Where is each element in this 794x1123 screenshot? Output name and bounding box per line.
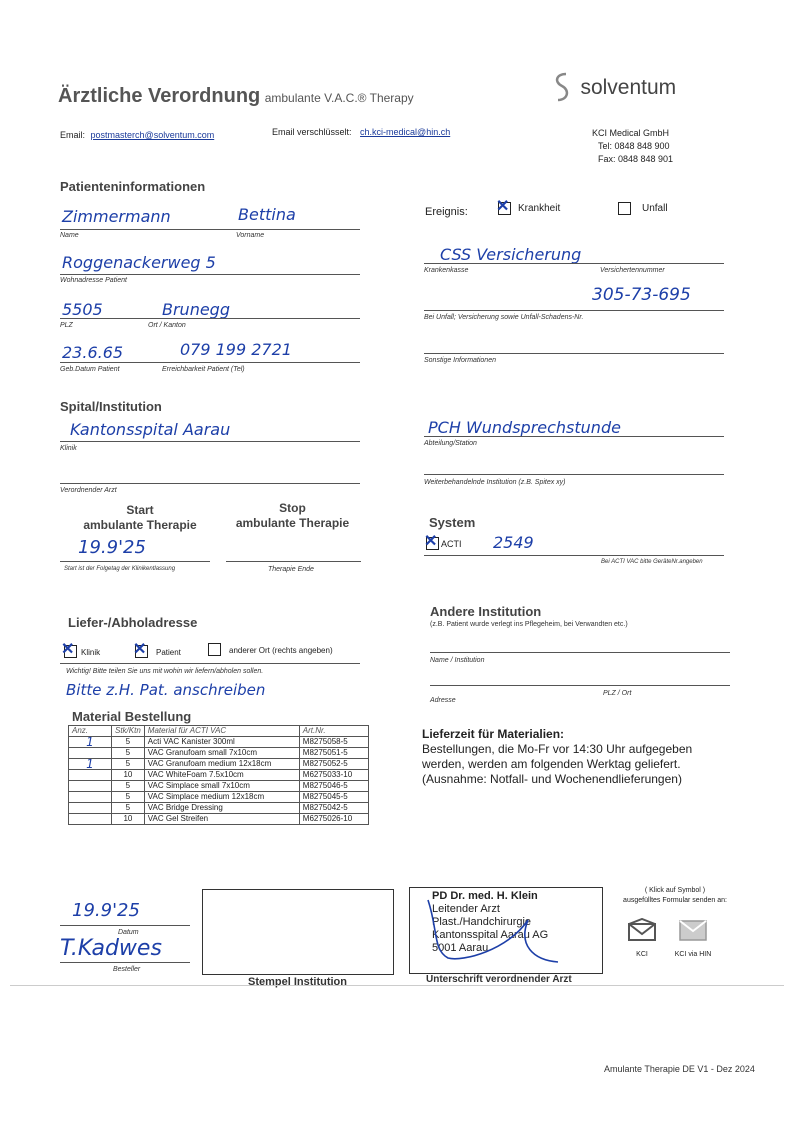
- ende-label: Therapie Ende: [268, 566, 314, 573]
- row-mat: VAC Granufoam small 7x10cm: [144, 748, 299, 759]
- solventum-logo-icon: [548, 70, 576, 106]
- footer-divider: [10, 985, 784, 986]
- row-stk: 5: [112, 803, 145, 814]
- lieferzeit-text-1: Bestellungen, die Mo-Fr vor 14:30 Uhr aufgegeben: [422, 742, 693, 756]
- dob-label: Geb.Datum Patient: [60, 366, 120, 373]
- email-label: Email:: [60, 130, 86, 140]
- row-anz[interactable]: [69, 770, 112, 781]
- send-kci-hin-button[interactable]: [672, 918, 714, 958]
- lieferzeit-title: Lieferzeit für Materialien:: [422, 727, 565, 741]
- hin-envelope-icon: [678, 918, 708, 942]
- table-row: [69, 814, 369, 825]
- row-mat: VAC Simplace medium 12x18cm: [144, 792, 299, 803]
- start-line1: Start: [126, 503, 154, 517]
- row-anz[interactable]: 1: [69, 759, 112, 770]
- email-enc-label: Email verschlüsselt:: [272, 127, 352, 137]
- stamp-line-2: Leitender Arzt: [432, 903, 500, 915]
- row-art: M6275033-10: [299, 770, 368, 781]
- row-mat: VAC WhiteFoam 7.5x10cm: [144, 770, 299, 781]
- ende-line: [226, 561, 361, 562]
- envelope-icon: [627, 918, 657, 942]
- company-fax: Fax: 0848 848 901: [598, 154, 674, 164]
- krankenkasse-value[interactable]: CSS Versicherung: [440, 245, 582, 264]
- krankenkasse-line: [424, 263, 724, 264]
- abteilung-label: Abteilung/Station: [424, 440, 477, 447]
- lieferzeit-text-2: werden, werden am folgenden Werktag geliefert.: [422, 757, 681, 771]
- address-value[interactable]: Roggenackerweg 5: [62, 253, 216, 272]
- company-name: KCI Medical GmbH: [592, 128, 670, 138]
- row-art: M8275042-5: [299, 803, 368, 814]
- liefer-wichtig: Wichtig! Bitte teilen Sie uns mit wohin wir liefern/abholen sollen.: [66, 668, 264, 675]
- acti-device-value[interactable]: 2549: [493, 533, 534, 552]
- sonstige-line: [424, 353, 724, 354]
- section-patient-title: Patienteninformationen: [60, 179, 206, 194]
- row-anz[interactable]: [69, 814, 112, 825]
- arzt-signature-icon: [418, 890, 598, 970]
- row-anz[interactable]: [69, 803, 112, 814]
- row-anz[interactable]: 1: [69, 737, 112, 748]
- krankheit-label: Krankheit: [518, 203, 561, 214]
- start-label: Start ist der Folgetag der Klinikentlassung: [64, 566, 176, 572]
- patient-name-value[interactable]: Zimmermann: [62, 207, 171, 226]
- versichertennummer-label: Versichertennummer: [600, 267, 665, 274]
- liefer-line: [60, 663, 360, 664]
- besteller-line: [60, 962, 190, 963]
- row-mat: VAC Gel Streifen: [144, 814, 299, 825]
- row-stk: 10: [112, 770, 145, 781]
- liefer-note-value[interactable]: Bitte z.H. Pat. anschreiben: [66, 681, 266, 699]
- system-title: System: [429, 515, 476, 530]
- row-art: M8275045-5: [299, 792, 368, 803]
- email-enc-link[interactable]: ch.kci-medical@hin.ch: [360, 127, 451, 137]
- unterschrift-label: Unterschrift verordnender Arzt: [426, 974, 572, 985]
- acti-line: [424, 555, 724, 556]
- row-stk: 5: [112, 759, 145, 770]
- stempel-label: Stempel Institution: [248, 976, 347, 988]
- brand-logo: [548, 70, 676, 106]
- unfall-line: [424, 310, 724, 311]
- col-stk: Stk/Ktn: [112, 726, 145, 737]
- brand-name: solventum: [580, 76, 677, 99]
- title-sub: ambulante V.A.C.® Therapy: [264, 91, 414, 105]
- email-row: [60, 130, 214, 140]
- email-enc-row: [272, 127, 450, 137]
- klick-line-2: ausgefülltes Formular senden an:: [623, 897, 727, 904]
- plz-line: [60, 318, 360, 319]
- row-anz[interactable]: [69, 792, 112, 803]
- address-line: [60, 274, 360, 275]
- adresse-line: [430, 685, 730, 686]
- material-title: Material Bestellung: [72, 709, 192, 724]
- weiter-line: [424, 474, 724, 475]
- material-header-row: [69, 726, 369, 737]
- unfall-checkbox[interactable]: [618, 202, 631, 215]
- lieferzeit-block: [422, 727, 692, 787]
- ereignis-label: Ereignis:: [425, 206, 468, 218]
- krankenkasse-label: Krankenkasse: [424, 267, 469, 274]
- stamp-line-5: 5001 Aarau: [432, 942, 489, 954]
- col-anz: Anz.: [69, 726, 112, 737]
- table-row: [69, 792, 369, 803]
- abteilung-value[interactable]: PCH Wundsprechstunde: [428, 418, 621, 437]
- title-main: Ärztliche Verordnung: [58, 85, 261, 107]
- row-art: M8275051-5: [299, 748, 368, 759]
- patient-vorname-value[interactable]: Bettina: [238, 205, 296, 224]
- stempel-box[interactable]: [202, 889, 394, 975]
- sonstige-label: Sonstige Informationen: [424, 357, 496, 364]
- besteller-value[interactable]: T.Kadwes: [60, 936, 162, 961]
- liefer-anderer-checkbox[interactable]: [208, 643, 221, 656]
- andere-institution-sub: (z.B. Patient wurde verlegt ins Pflegeheim, bei Verwandten etc.): [430, 621, 628, 628]
- stamp-line-1: PD Dr. med. H. Klein: [432, 890, 538, 902]
- stop-line2: ambulante Therapie: [235, 516, 350, 530]
- company-tel: Tel: 0848 848 900: [598, 141, 670, 151]
- start-line2: ambulante Therapie: [83, 518, 197, 532]
- table-row: [69, 737, 369, 748]
- row-stk: 5: [112, 748, 145, 759]
- weiter-label: Weiterbehandelnde Institution (z.B. Spitex xy): [424, 479, 566, 486]
- row-stk: 5: [112, 781, 145, 792]
- liefer-patient-check-mark: ✕: [133, 641, 147, 658]
- start-line: [60, 561, 210, 562]
- name-inst-label: Name / Institution: [430, 657, 485, 664]
- ort-label: Ort / Kanton: [148, 322, 186, 329]
- start-heading: [70, 503, 210, 533]
- row-stk: 10: [112, 814, 145, 825]
- arzt-label: Verordnender Arzt: [60, 487, 117, 494]
- send-kci-button[interactable]: [626, 918, 658, 958]
- row-mat: VAC Bridge Dressing: [144, 803, 299, 814]
- name-label: Name: [60, 232, 79, 239]
- col-material: Material für ACTI VAC: [144, 726, 299, 737]
- liefer-patient-label: Patient: [156, 648, 181, 657]
- material-table: [68, 725, 369, 825]
- liefer-klinik-check-mark: ✕: [61, 641, 75, 658]
- acti-label: ACTI: [441, 539, 462, 549]
- stamp-line-4: Kantonsspital Aarau AG: [432, 929, 549, 941]
- andere-institution-title: Andere Institution: [430, 604, 542, 619]
- vorname-label: Vorname: [236, 232, 265, 239]
- plz-ort-label: PLZ / Ort: [603, 690, 632, 697]
- acti-note: Bei ACTI VAC bitte GeräteNr.angeben: [601, 559, 703, 565]
- kci-hin-label: KCI via HIN: [674, 951, 712, 958]
- krankheit-check-mark: ✕: [496, 198, 510, 215]
- klinik-label: Klinik: [60, 445, 77, 452]
- row-art: M8275052-5: [299, 759, 368, 770]
- besteller-label: Besteller: [113, 966, 141, 973]
- adresse-label: Adresse: [430, 697, 456, 704]
- name-inst-line: [430, 652, 730, 653]
- section-liefer-title: Liefer-/Abholadresse: [68, 615, 198, 630]
- row-stk: 5: [112, 792, 145, 803]
- klinik-value[interactable]: Kantonsspital Aarau: [70, 420, 231, 439]
- address-label: Wohnadresse Patient: [60, 277, 127, 284]
- lieferzeit-text-3: (Ausnahme: Notfall- und Wochenendlieferungen): [422, 772, 682, 786]
- dob-value[interactable]: 23.6.65: [62, 343, 124, 362]
- datum-value[interactable]: 19.9'25: [72, 900, 140, 921]
- klinik-line: [60, 441, 360, 442]
- unfall-number-value[interactable]: 305-73-695: [592, 285, 691, 305]
- phone-label: Erreichbarkeit Patient (Tel): [162, 366, 245, 373]
- table-row: [69, 748, 369, 759]
- liefer-anderer-label: anderer Ort (rechts angeben): [229, 646, 333, 655]
- row-mat: VAC Simplace small 7x10cm: [144, 781, 299, 792]
- datum-label: Datum: [118, 929, 139, 936]
- unfall-info-label: Bei Unfall; Versicherung sowie Unfall-Schadens-Nr.: [424, 314, 584, 321]
- row-mat: Acti VAC Kanister 300ml: [144, 737, 299, 748]
- version-label: Amulante Therapie DE V1 - Dez 2024: [604, 1064, 755, 1074]
- stop-heading: [220, 501, 365, 531]
- stop-line1: Stop: [279, 501, 306, 515]
- table-row: [69, 759, 369, 770]
- unfall-label: Unfall: [642, 203, 668, 214]
- acti-check-mark: ✕: [424, 533, 438, 550]
- dob-line: [60, 362, 360, 363]
- section-spital-title: Spital/Institution: [60, 399, 162, 414]
- row-art: M8275058-5: [299, 737, 368, 748]
- liefer-klinik-label: Klinik: [81, 648, 101, 657]
- plz-value[interactable]: 5505: [62, 300, 103, 319]
- col-art: Art.Nr.: [299, 726, 368, 737]
- phone-value[interactable]: 079 199 2721: [180, 340, 292, 359]
- plz-label: PLZ: [60, 322, 73, 329]
- start-date-value[interactable]: 19.9'25: [78, 537, 146, 558]
- table-row: [69, 770, 369, 781]
- datum-line: [60, 925, 190, 926]
- email-link[interactable]: postmasterch@solventum.com: [90, 130, 215, 140]
- form-title: [58, 85, 414, 108]
- table-row: [69, 803, 369, 814]
- send-block: [600, 886, 750, 906]
- material-table-wrap: [68, 725, 369, 825]
- row-anz[interactable]: [69, 781, 112, 792]
- ort-value[interactable]: Brunegg: [162, 300, 230, 319]
- company-block: [592, 127, 674, 166]
- row-art: M8275046-5: [299, 781, 368, 792]
- arzt-line: [60, 483, 360, 484]
- stamp-line-3: Plast./Handchirurgie: [432, 916, 532, 928]
- kci-label: KCI: [636, 951, 648, 958]
- abteilung-line: [424, 436, 724, 437]
- table-row: [69, 781, 369, 792]
- row-stk: 5: [112, 737, 145, 748]
- klick-line-1: ( Klick auf Symbol ): [644, 887, 706, 894]
- row-art: M6275026-10: [299, 814, 368, 825]
- row-mat: VAC Granufoam medium 12x18cm: [144, 759, 299, 770]
- name-line: [60, 229, 360, 230]
